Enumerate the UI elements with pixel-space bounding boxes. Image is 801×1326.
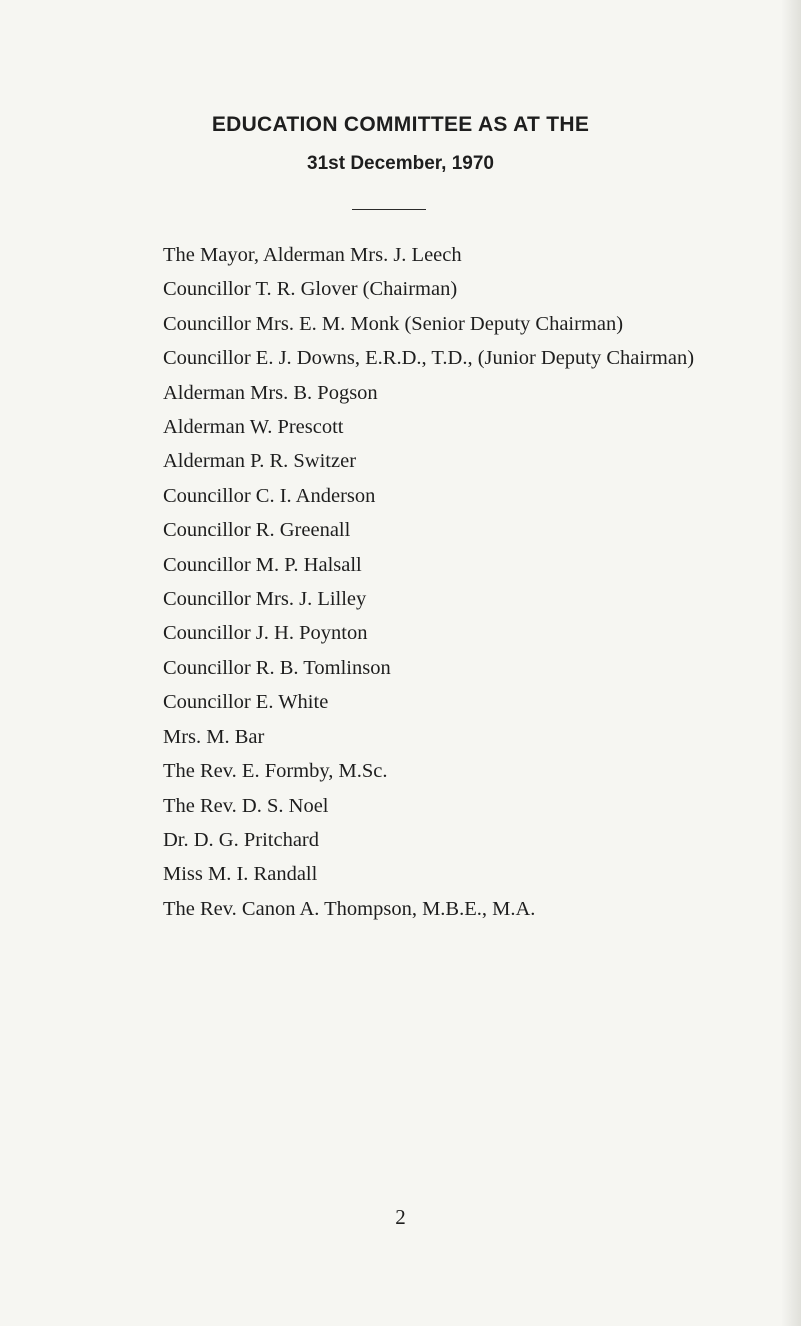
member-entry: Councillor C. I. Anderson [163, 484, 376, 507]
member-entry: Mrs. M. Bar [163, 725, 265, 748]
member-entry: Alderman Mrs. B. Pogson [163, 381, 378, 404]
member-entry: Dr. D. G. Pritchard [163, 828, 320, 851]
member-entry: Councillor M. P. Halsall [163, 553, 362, 576]
page-number: 2 [395, 1205, 406, 1229]
member-entry: Councillor T. R. Glover (Chairman) [163, 278, 458, 301]
member-entry: Councillor Mrs. E. M. Monk (Senior Deputy Chairman) [163, 312, 624, 335]
member-entry: The Mayor, Alderman Mrs. J. Leech [163, 244, 462, 266]
member-entry: The Rev. E. Formby, M.Sc. [163, 760, 388, 783]
member-entry: Alderman P. R. Switzer [163, 450, 357, 473]
member-entry: Councillor R. B. Tomlinson [163, 656, 391, 679]
document-title: EDUCATION COMMITTEE AS AT THE [211, 113, 590, 136]
member-entry: Councillor E. White [163, 691, 329, 714]
page-edge-shadow [781, 0, 801, 1326]
member-entry: Councillor R. Greenall [163, 519, 351, 542]
member-entry: Alderman W. Prescott [163, 416, 344, 439]
committee-member-list [163, 238, 694, 926]
member-entry: The Rev. D. S. Noel [163, 794, 329, 817]
title-divider [352, 209, 426, 210]
member-entry: Councillor E. J. Downs, E.R.D., T.D., (Junior Deputy Chairman) [163, 347, 695, 370]
member-entry: Miss M. I. Randall [163, 863, 318, 886]
member-entry: Councillor J. H. Poynton [163, 622, 368, 645]
document-date: 31st December, 1970 [307, 153, 494, 174]
member-entry: The Rev. Canon A. Thompson, M.B.E., M.A. [163, 897, 536, 920]
member-entry: Councillor Mrs. J. Lilley [163, 588, 367, 611]
